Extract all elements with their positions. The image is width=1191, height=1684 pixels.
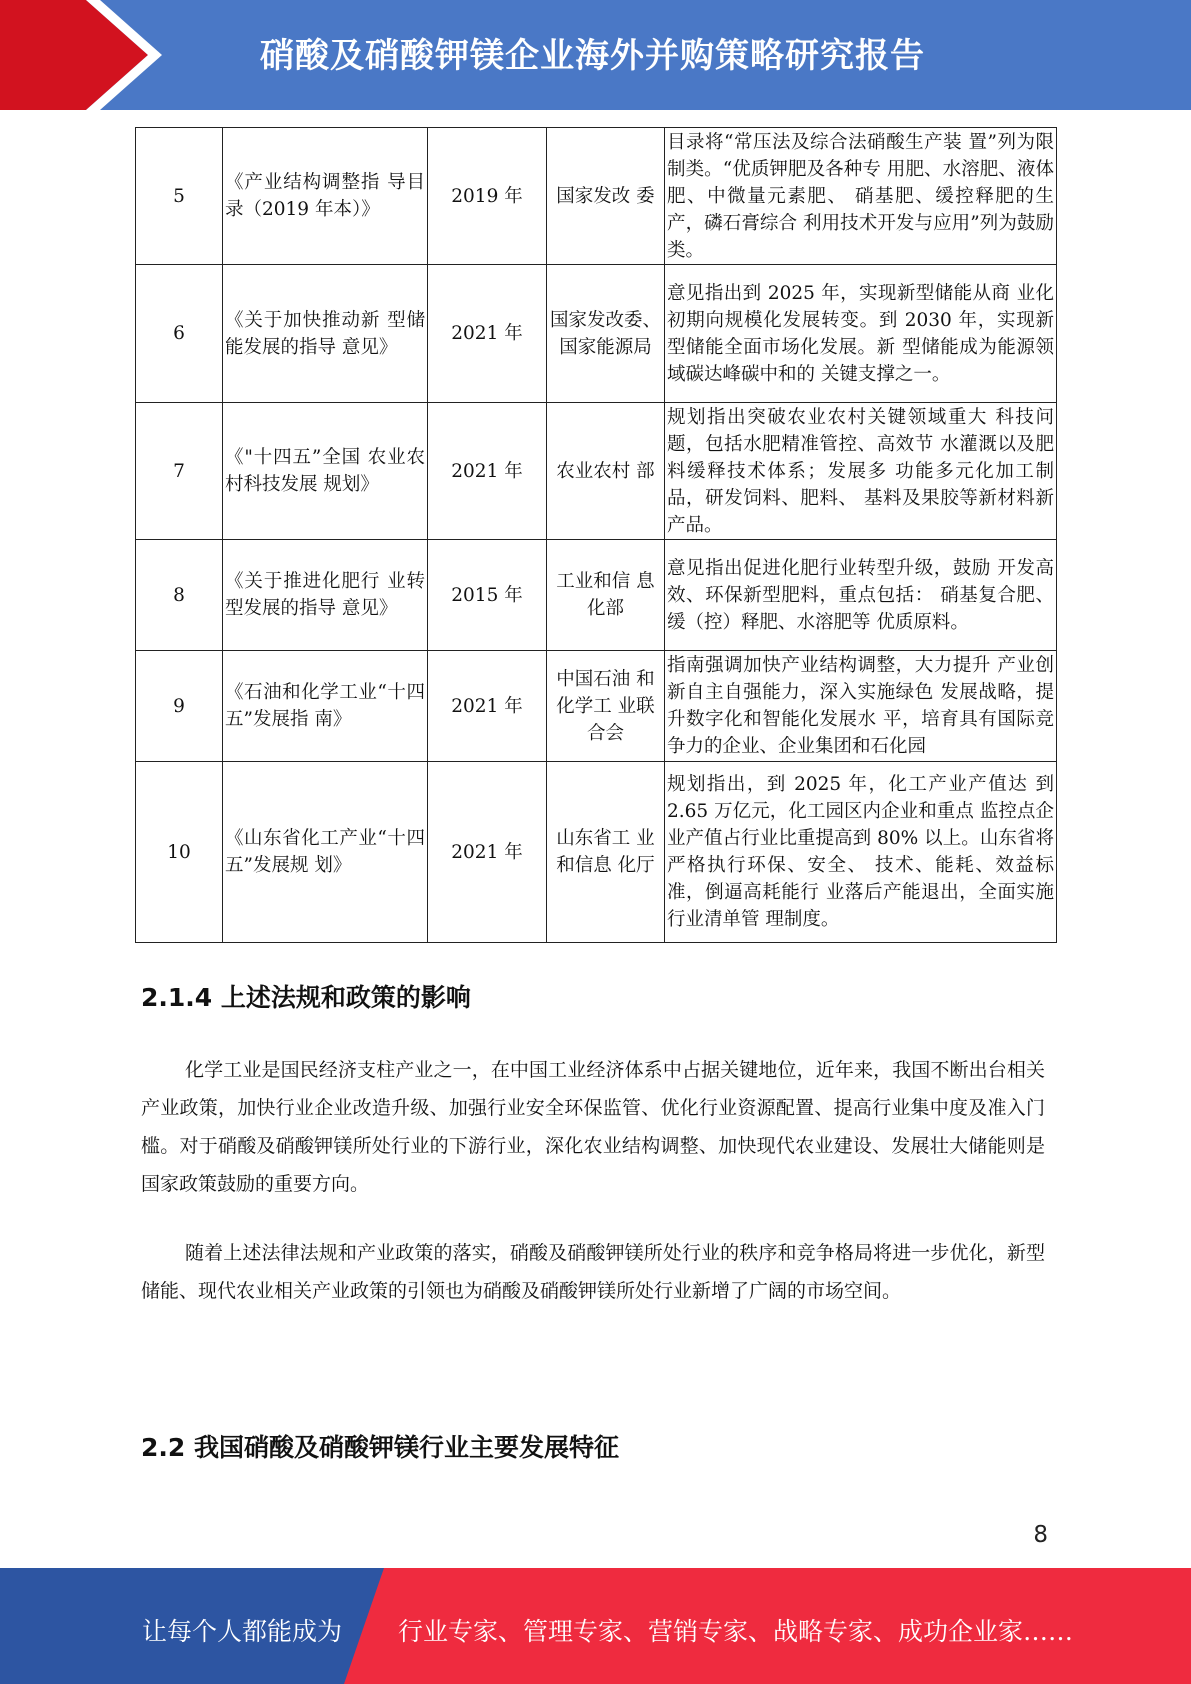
policy-description: 规划指出，到 2025 年，化工产业产值达 到 2.65 万亿元，化工园区内企业和重点 监控点企业产值占行业比重提高到 80% 以上。山东省将严格执行环保、安全、 技术、能耗、效益标准，倒逼高耗能行 业落后产能退出，全面实施行业清单管 理制度。 — [665, 762, 1057, 943]
policy-year: 2021 年 — [428, 762, 547, 943]
paragraph: 化学工业是国民经济支柱产业之一，在中国工业经济体系中占据关键地位，近年来，我国不断出台相关产业政策，加快行业企业改造升级、加强行业安全环保监管、优化行业资源配置、提高行业集中度及准入门槛。对于硝酸及硝酸钾镁所处行业的下游行业，深化农业结构调整、加快现代农业建设、发展壮大储能则是国家政策鼓励的重要方向。 — [141, 1059, 1045, 1195]
policy-name: 《山东省化工产业“十四五”发展规 划》 — [223, 762, 428, 943]
policy-name: 《石油和化学工业“十四五”发展指 南》 — [223, 651, 428, 762]
table-row — [136, 762, 1057, 943]
issuing-agency: 农业农村 部 — [547, 403, 665, 540]
policy-name: 《"十四五”全国 农业农村科技发展 规划》 — [223, 403, 428, 540]
paragraph: 随着上述法律法规和产业政策的落实，硝酸及硝酸钾镁所处行业的秩序和竞争格局将进一步优化，新型储能、现代农业相关产业政策的引领也为硝酸及硝酸钾镁所处行业新增了广阔的市场空间。 — [141, 1242, 1045, 1302]
policy-name: 《关于加快推动新 型储能发展的指导 意见》 — [223, 265, 428, 403]
policy-description: 意见指出促进化肥行业转型升级，鼓励 开发高效、环保新型肥料，重点包括： 硝基复合肥、缓（控）释肥、水溶肥等 优质原料。 — [665, 540, 1057, 651]
table-row — [136, 403, 1057, 540]
policy-year: 2021 年 — [428, 651, 547, 762]
policy-description: 目录将“常压法及综合法硝酸生产装 置”列为限制类。“优质钾肥及各种专 用肥、水溶肥、液体肥、中微量元素肥、 硝基肥、缓控释肥的生产，磷石膏综合 利用技术开发与应用”列为鼓励类。 — [665, 128, 1057, 265]
row-number: 7 — [136, 403, 223, 540]
policy-name: 《关于推进化肥行 业转型发展的指导 意见》 — [223, 540, 428, 651]
row-number: 9 — [136, 651, 223, 762]
policy-year: 2021 年 — [428, 403, 547, 540]
issuing-agency: 国家发改 委 — [547, 128, 665, 265]
policy-name: 《产业结构调整指 导目录（2019 年本）》 — [223, 128, 428, 265]
policy-year: 2019 年 — [428, 128, 547, 265]
page-footer — [0, 1568, 1191, 1684]
policy-description: 意见指出到 2025 年，实现新型储能从商 业化初期向规模化发展转变。到 2030 年，实现新型储能全面市场化发展。新 型储能成为能源领域碳达峰碳中和的 关键支撑之一。 — [665, 265, 1057, 403]
table-row — [136, 651, 1057, 762]
policy-table — [135, 127, 1057, 943]
issuing-agency: 国家发改委、国家能源局 — [547, 265, 665, 403]
issuing-agency: 工业和信 息化部 — [547, 540, 665, 651]
table-row — [136, 265, 1057, 403]
row-number: 5 — [136, 128, 223, 265]
row-number: 8 — [136, 540, 223, 651]
page-header — [0, 0, 1191, 110]
page-number: 8 — [1033, 1522, 1048, 1548]
table-row — [136, 128, 1057, 265]
table-row — [136, 540, 1057, 651]
row-number: 10 — [136, 762, 223, 943]
issuing-agency: 山东省工 业和信息 化厅 — [547, 762, 665, 943]
policy-description: 规划指出突破农业农村关键领域重大 科技问题，包括水肥精准管控、高效节 水灌溉以及肥料缓释技术体系；发展多 功能多元化加工制品，研发饲料、肥料、 基料及果胶等新材料新产品。 — [665, 403, 1057, 540]
row-number: 6 — [136, 265, 223, 403]
issuing-agency: 中国石油 和化学工 业联合会 — [547, 651, 665, 762]
policy-year: 2021 年 — [428, 265, 547, 403]
policy-description: 指南强调加快产业结构调整，大力提升 产业创新自主自强能力，深入实施绿色 发展战略，提升数字化和智能化发展水 平，培育具有国际竞争力的企业、企业集团和石化园 — [665, 651, 1057, 762]
report-title: 硝酸及硝酸钾镁企业海外并购策略研究报告 — [260, 36, 925, 76]
header-red-arrow — [0, 0, 148, 110]
policy-year: 2015 年 — [428, 540, 547, 651]
footer-slogan-left: 让每个人都能成为 — [142, 1617, 343, 1646]
section-heading-2-1-4: 2.1.4 上述法规和政策的影响 — [141, 983, 471, 1012]
footer-slogan-right: 行业专家、管理专家、营销专家、战略专家、成功企业家…… — [398, 1617, 1074, 1646]
section-heading-2-2: 2.2 我国硝酸及硝酸钾镁行业主要发展特征 — [141, 1433, 619, 1462]
